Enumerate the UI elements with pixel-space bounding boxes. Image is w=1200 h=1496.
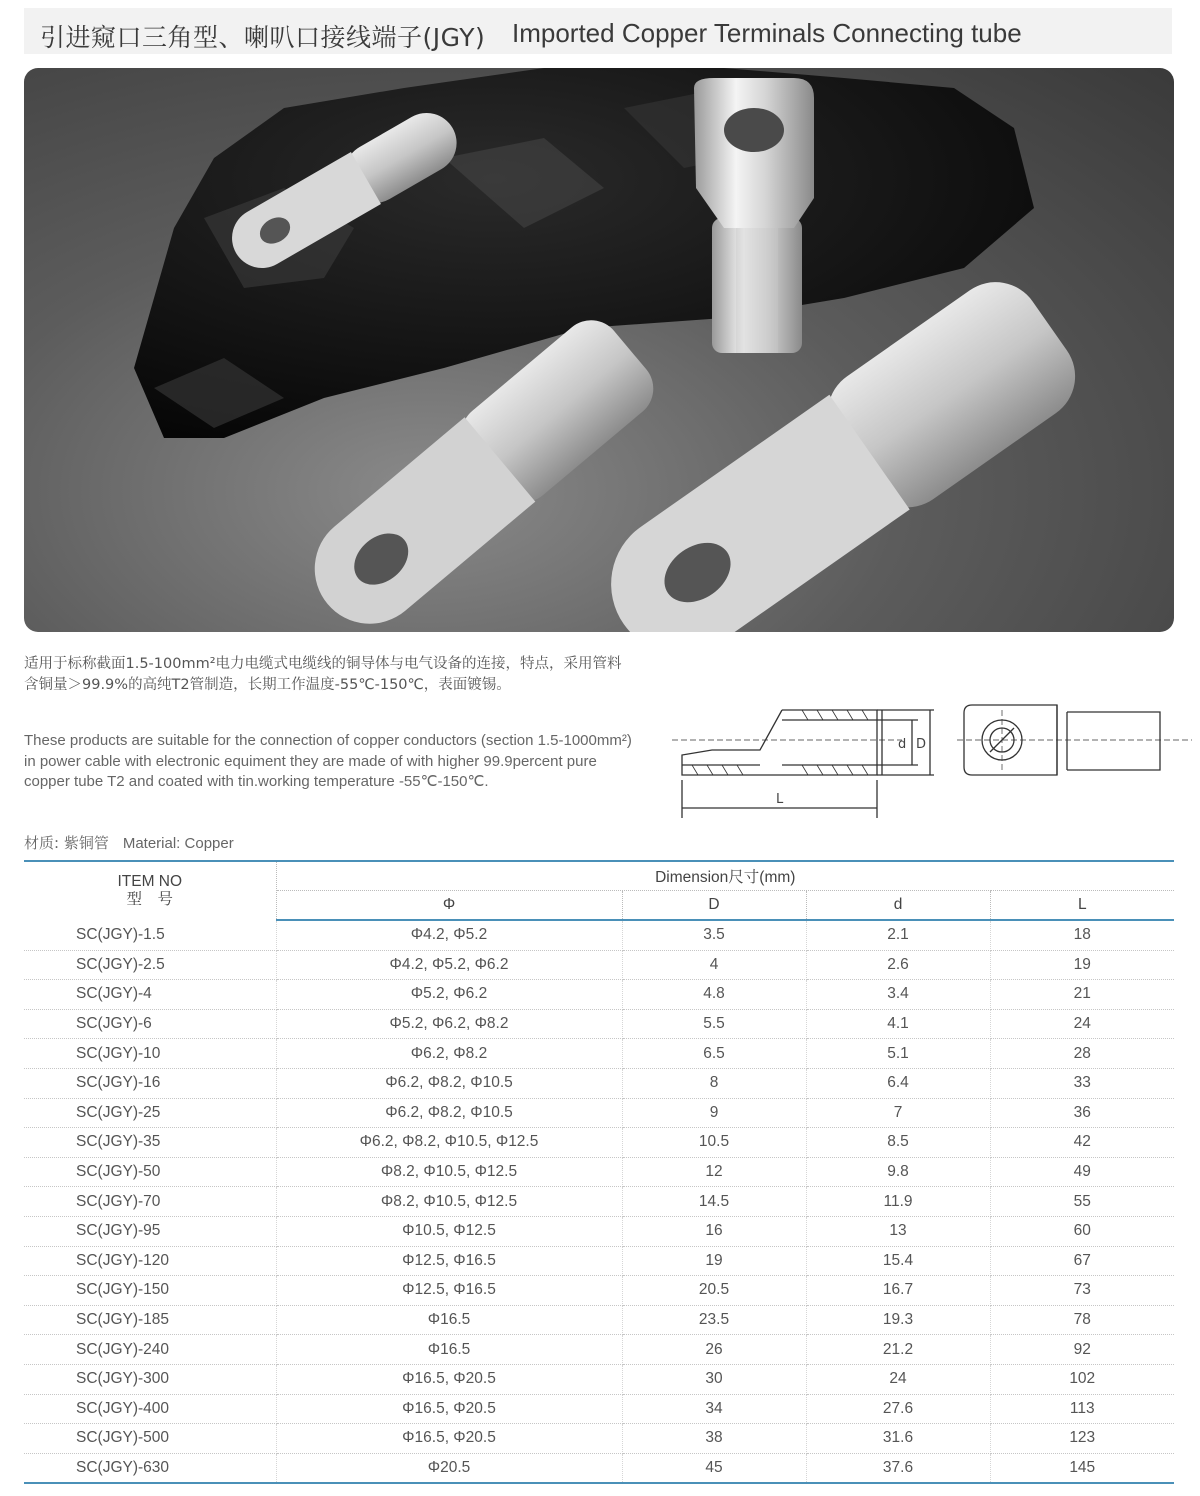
cell-d: 19.3 [806, 1305, 990, 1335]
cell-d: 9 [622, 1098, 806, 1128]
cell-phi: Φ6.2, Φ8.2, Φ10.5 [276, 1068, 622, 1098]
cell-model: SC(JGY)-4 [24, 980, 276, 1010]
item-header-cn: 型 号 [126, 891, 173, 908]
table-row [24, 1305, 1174, 1335]
table-row [24, 1364, 1174, 1394]
cell-phi: Φ6.2, Φ8.2, Φ10.5 [276, 1098, 622, 1128]
material-chinese: 材质: 紫铜管 [24, 834, 109, 852]
cell-d: 16 [622, 1216, 806, 1246]
cell-d: 20.5 [622, 1276, 806, 1306]
cell-model: SC(JGY)-70 [24, 1187, 276, 1217]
cell-d: 2.6 [806, 950, 990, 980]
table-body [24, 920, 1174, 1483]
table-row [24, 1394, 1174, 1424]
table-row [24, 1039, 1174, 1069]
cell-model: SC(JGY)-500 [24, 1424, 276, 1454]
cell-l: 145 [990, 1453, 1174, 1483]
cell-phi: Φ20.5 [276, 1453, 622, 1483]
copper-terminals-illustration [24, 68, 1174, 632]
material-english: Material: Copper [122, 835, 234, 852]
dimension-header: Dimension尺寸(mm) [276, 861, 1174, 891]
cell-l: 73 [990, 1276, 1174, 1306]
cell-model: SC(JGY)-185 [24, 1305, 276, 1335]
cell-d: 30 [622, 1364, 806, 1394]
cell-d: 4.1 [806, 1009, 990, 1039]
cell-model: SC(JGY)-240 [24, 1335, 276, 1365]
cell-phi: Φ6.2, Φ8.2 [276, 1039, 622, 1069]
col-header-D: D [622, 891, 806, 921]
cell-model: SC(JGY)-150 [24, 1276, 276, 1306]
cell-l: 18 [990, 920, 1174, 950]
cell-d: 37.6 [806, 1453, 990, 1483]
cell-d: 34 [622, 1394, 806, 1424]
cell-l: 19 [990, 950, 1174, 980]
cell-phi: Φ4.2, Φ5.2, Φ6.2 [276, 950, 622, 980]
cell-d: 13 [806, 1216, 990, 1246]
col-header-d: d [806, 891, 990, 921]
cell-d: 5.1 [806, 1039, 990, 1069]
cell-phi: Φ8.2, Φ10.5, Φ12.5 [276, 1157, 622, 1187]
table-row [24, 1157, 1174, 1187]
diagram-label-d: d [898, 737, 907, 752]
cell-model: SC(JGY)-630 [24, 1453, 276, 1483]
cell-d: 9.8 [806, 1157, 990, 1187]
cell-phi: Φ5.2, Φ6.2 [276, 980, 622, 1010]
terminal-diagram [672, 690, 1200, 830]
cell-l: 21 [990, 980, 1174, 1010]
cell-model: SC(JGY)-25 [24, 1098, 276, 1128]
cell-d: 6.4 [806, 1068, 990, 1098]
cell-phi: Φ8.2, Φ10.5, Φ12.5 [276, 1187, 622, 1217]
cell-phi: Φ12.5, Φ16.5 [276, 1276, 622, 1306]
cell-phi: Φ16.5, Φ20.5 [276, 1364, 622, 1394]
cell-d: 12 [622, 1157, 806, 1187]
material-info [24, 832, 234, 853]
diagram-label-L: L [776, 792, 784, 807]
cell-d: 3.5 [622, 920, 806, 950]
cell-model: SC(JGY)-400 [24, 1394, 276, 1424]
title-english: Imported Copper Terminals Connecting tube [512, 18, 1022, 48]
cell-l: 33 [990, 1068, 1174, 1098]
cell-d: 14.5 [622, 1187, 806, 1217]
table-row [24, 1246, 1174, 1276]
cell-d: 8 [622, 1068, 806, 1098]
cell-d: 11.9 [806, 1187, 990, 1217]
cell-phi: Φ16.5 [276, 1335, 622, 1365]
cell-d: 16.7 [806, 1276, 990, 1306]
cell-l: 67 [990, 1246, 1174, 1276]
cell-d: 6.5 [622, 1039, 806, 1069]
cell-phi: Φ4.2, Φ5.2 [276, 920, 622, 950]
item-no-header [24, 861, 276, 920]
table-row [24, 1276, 1174, 1306]
cell-model: SC(JGY)-10 [24, 1039, 276, 1069]
diagram-label-D: D [916, 737, 927, 752]
cell-model: SC(JGY)-50 [24, 1157, 276, 1187]
cell-l: 49 [990, 1157, 1174, 1187]
cell-d: 26 [622, 1335, 806, 1365]
cell-l: 78 [990, 1305, 1174, 1335]
cell-d: 24 [806, 1364, 990, 1394]
cell-phi: Φ5.2, Φ6.2, Φ8.2 [276, 1009, 622, 1039]
col-header-phi: Φ [276, 891, 622, 921]
cell-d: 8.5 [806, 1128, 990, 1158]
table-row [24, 1335, 1174, 1365]
cell-d: 10.5 [622, 1128, 806, 1158]
cell-phi: Φ6.2, Φ8.2, Φ10.5, Φ12.5 [276, 1128, 622, 1158]
title-bar [24, 8, 1172, 54]
cell-l: 36 [990, 1098, 1174, 1128]
table-row [24, 1098, 1174, 1128]
cell-d: 31.6 [806, 1424, 990, 1454]
dimension-table [24, 860, 1174, 1484]
description-chinese: 适用于标称截面1.5-100mm²电力电缆式电缆线的铜导体与电气设备的连接，特点，采用管料含铜量＞99.9%的高纯T2管制造，长期工作温度-55℃-150℃，表面镀锡。 [24, 656, 622, 693]
table-row [24, 1009, 1174, 1039]
table-row [24, 920, 1174, 950]
cell-d: 21.2 [806, 1335, 990, 1365]
cell-phi: Φ16.5, Φ20.5 [276, 1394, 622, 1424]
cell-model: SC(JGY)-2.5 [24, 950, 276, 980]
cell-model: SC(JGY)-1.5 [24, 920, 276, 950]
table-row [24, 1068, 1174, 1098]
col-header-L: L [990, 891, 1174, 921]
table-row [24, 1453, 1174, 1483]
description-english: These products are suitable for the connection of copper conductors (section 1.5-1000mm²) in power cable with electronic equiment they are made of with higher 99.9percent pure copper tube T2 and coated with tin.working temperature -55℃-150℃. [24, 732, 632, 790]
cell-model: SC(JGY)-300 [24, 1364, 276, 1394]
cell-d: 38 [622, 1424, 806, 1454]
cell-d: 5.5 [622, 1009, 806, 1039]
cell-d: 4 [622, 950, 806, 980]
table-row [24, 1187, 1174, 1217]
cell-d: 19 [622, 1246, 806, 1276]
cell-l: 55 [990, 1187, 1174, 1217]
cell-d: 2.1 [806, 920, 990, 950]
cell-model: SC(JGY)-120 [24, 1246, 276, 1276]
cell-model: SC(JGY)-16 [24, 1068, 276, 1098]
cell-phi: Φ16.5 [276, 1305, 622, 1335]
cell-d: 23.5 [622, 1305, 806, 1335]
cell-l: 28 [990, 1039, 1174, 1069]
cell-d: 15.4 [806, 1246, 990, 1276]
cell-d: 4.8 [622, 980, 806, 1010]
cell-model: SC(JGY)-35 [24, 1128, 276, 1158]
cell-phi: Φ10.5, Φ12.5 [276, 1216, 622, 1246]
item-header-en: ITEM NO [117, 873, 183, 890]
table-row [24, 1128, 1174, 1158]
cell-l: 92 [990, 1335, 1174, 1365]
cell-l: 24 [990, 1009, 1174, 1039]
title-chinese: 引进窥口三角型、喇叭口接线端子(JGY) [40, 23, 486, 52]
cell-l: 42 [990, 1128, 1174, 1158]
cell-l: 60 [990, 1216, 1174, 1246]
cell-l: 102 [990, 1364, 1174, 1394]
cell-d: 7 [806, 1098, 990, 1128]
cell-l: 123 [990, 1424, 1174, 1454]
cell-phi: Φ16.5, Φ20.5 [276, 1424, 622, 1454]
table-row [24, 950, 1174, 980]
cell-d: 27.6 [806, 1394, 990, 1424]
table-row [24, 1216, 1174, 1246]
cell-l: 113 [990, 1394, 1174, 1424]
cell-phi: Φ12.5, Φ16.5 [276, 1246, 622, 1276]
product-photo [24, 68, 1174, 632]
cell-model: SC(JGY)-95 [24, 1216, 276, 1246]
cell-d: 45 [622, 1453, 806, 1483]
table-row [24, 980, 1174, 1010]
cell-d: 3.4 [806, 980, 990, 1010]
table-row [24, 1424, 1174, 1454]
cell-model: SC(JGY)-6 [24, 1009, 276, 1039]
